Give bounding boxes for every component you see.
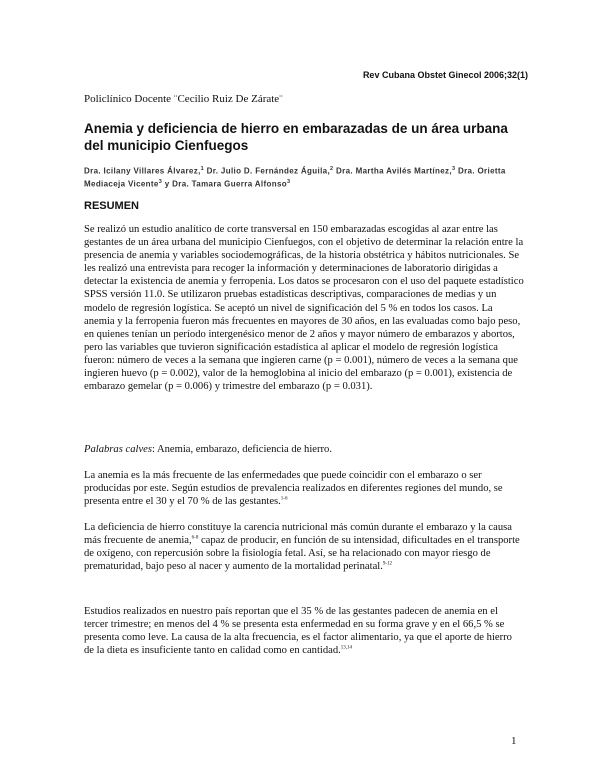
institution-name: Policlínico Docente ¨Cecilio Ruiz De Zárate¨ xyxy=(84,93,283,105)
author-affiliation: 1 xyxy=(200,166,205,172)
author-affiliation: 3 xyxy=(451,166,456,172)
abstract-heading: RESUMEN xyxy=(84,200,140,212)
author-name: Dr. Julio D. Fernández Águila, xyxy=(206,166,331,176)
paragraph-text: La anemia es la más frecuente de las enfermedades que puede coincidir con el embarazo o ser producidas por este. Según estudios de prevalencia realizados en diferentes regiones del mundo, se presenta entre el 30 y el 70 % de las gestantes. xyxy=(84,470,503,508)
paragraph xyxy=(84,469,524,508)
paragraph-text: La deficiencia de hierro constituye la carencia nutricional más común durante el embarazo y la causa más frecuente de anemia, xyxy=(84,522,512,547)
paragraph xyxy=(84,605,524,657)
citation-ref: 6-8 xyxy=(191,535,199,541)
paragraph-text: Estudios realizados en nuestro país reportan que el 35 % de las gestantes padecen de anemia en el tercer trimestre; en menos del 4 % se presenta esta enfermedad en su forma grave y en el 66,5 % se presenta como leve. La causa de la alta frecuencia, es el factor alimentario, ya que el aporte de hierro de la dieta es insuficiente tanto en calidad como en cantidad. xyxy=(84,606,512,657)
keywords-label: Palabras calves xyxy=(84,444,152,455)
keywords-line xyxy=(84,443,524,456)
author-name: Dra. Icilany Villares Álvarez, xyxy=(84,166,201,176)
author-name: y Dra. Tamara Guerra Alfonso xyxy=(164,179,288,189)
article-title: Anemia y deficiencia de hierro en embarazadas de un área urbana del municipio Cienfuegos xyxy=(84,121,508,153)
citation-ref: 1-6 xyxy=(280,496,288,502)
author-name: Dra. Orietta Mediaceja Vicente xyxy=(84,166,506,189)
paragraph xyxy=(84,521,524,573)
author-name: Dra. Martha Avilés Martínez, xyxy=(336,166,452,176)
author-affiliation: 2 xyxy=(330,166,334,172)
author-affiliation: 3 xyxy=(158,178,163,185)
citation-ref: 13,14 xyxy=(340,645,353,651)
journal-reference: Rev Cubana Obstet Ginecol 2006;32(1) xyxy=(362,70,528,80)
abstract-text: Se realizó un estudio analítico de corte transversal en 150 embarazadas escogidas al azar entre las gestantes de un área urbana del municipio Cienfuegos, con el objetivo de determinar la relación entre la presencia de anemia y variables sociodemográficas, de la historia obstétrica y hábitos nutricionales. Se les realizó una entrevista para recoger la información y determinaciones de laboratorio dirigidas a detectar la existencia de anemia y ferropenia. Los datos se procesaron con el uso del paquete estadístico SPSS versión 11.0. Se utilizaron pruebas estadísticas descriptivas, comparaciones de medias y un modelo de regresión logística. Se aceptó un nivel de significación del 5 % en todos los casos. La anemia y la ferropenia fueron más frecuentes en mayores de 30 años, en las evaluadas como bajo peso, en quienes tenían un período intergenésico menor de 2 años y mayor número de embarazos y abortos, pero las variables que tuvieron significación estadística al aplicar el modelo de regresión logística fueron: número de veces a la semana que ingieren carne (p = 0.001), número de veces a la semana que ingieren huevo (p = 0.002), valor de la hemoglobina al inicio del embarazo (p = 0.001), existencia de embarazo gemelar (p = 0.006) y trimestre del embarazo (p = 0.031). xyxy=(84,224,524,393)
keywords-list: : Anemia, embarazo, deficiencia de hierro. xyxy=(151,444,332,455)
author-list xyxy=(84,164,524,189)
page-number: 1 xyxy=(511,735,517,747)
author-affiliation: 3 xyxy=(287,178,291,185)
citation-ref: 9-12 xyxy=(382,561,393,567)
paragraph-text: capaz de producir, en función de su intensidad, dificultades en el transporte de oxígeno, con repercusión sobre la fisiología fetal. Así, se ha relacionado con mayor riesgo de prematuridad, bajo peso al nacer y aumento de la mortalidad perinatal. xyxy=(84,535,520,573)
